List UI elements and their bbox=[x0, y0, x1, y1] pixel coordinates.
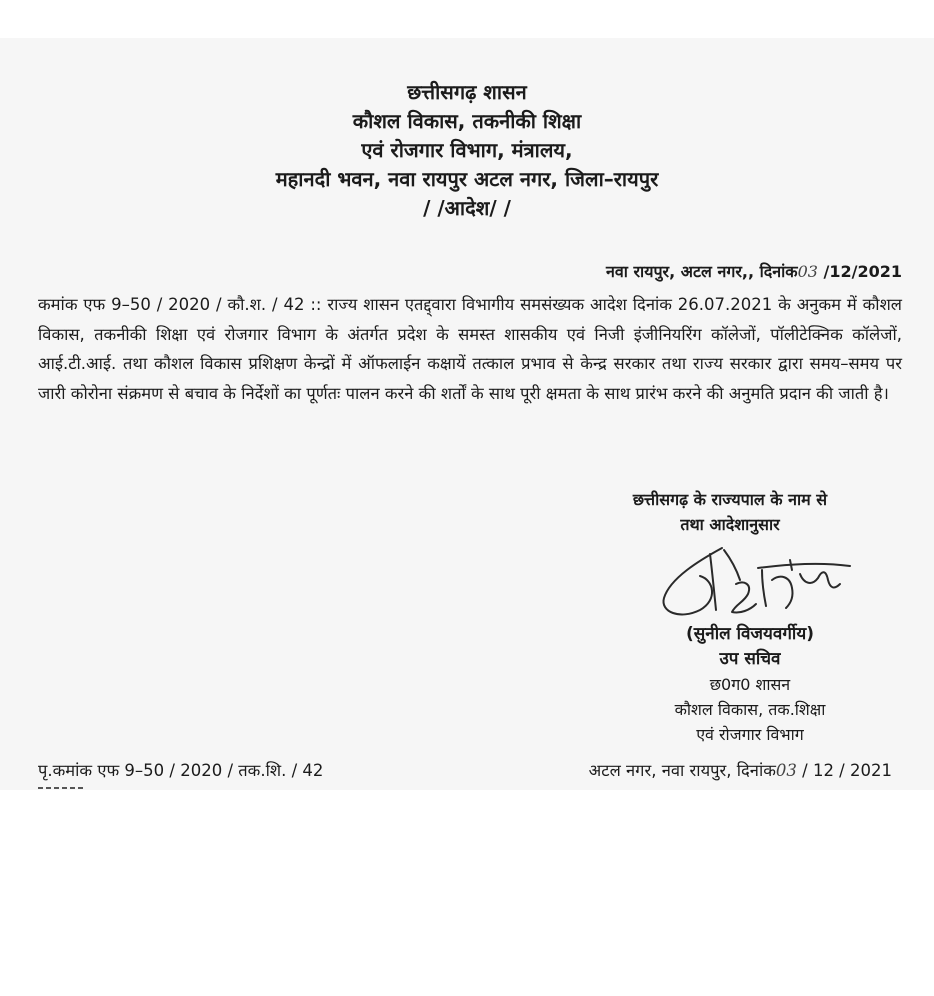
order-body: कमांक एफ 9–50 / 2020 / कौ.श. / 42 :: राज्य शासन एतद्द्वारा विभागीय समसंख्यक आदेश दिनांक 26.07.2021 के अनुकम में कौशल विकास, तकनीकी शिक्षा एवं रोजगार विभाग के अंतर्गत प्रदेश के समस्त शासकीय एवं निजी इंजीनियरिंग कॉलेजों, पॉलीटेक्निक कॉलेजों, आई.टी.आई. तथा कौशल विकास प्रशिक्षण केन्द्रों में ऑफलाईन कक्षायें तत्काल प्रभाव से केन्द्र सरकार तथा राज्य सरकार द्वारा समय–समय पर जारी कोरोना संक्रमण से बचाव के निर्देशों का पूर्णतः पालन करने की शर्तों के साथ पूरी क्षमता के साथ प्रारंभ करने की अनुमति प्रदान की जाती है। bbox=[38, 295, 902, 403]
dateline-month: 12 bbox=[829, 262, 852, 281]
endorsement-year: 2021 bbox=[850, 761, 892, 780]
government-name: छत्तीसगढ़ शासन bbox=[407, 80, 527, 104]
cropped-text-remnant bbox=[38, 784, 84, 790]
endorsement-reference: पृ.कमांक एफ 9–50 / 2020 / तक.शि. / 42 bbox=[38, 761, 324, 780]
endorsement-month: / 12 / bbox=[802, 761, 845, 780]
endorsement-place: अटल नगर, नवा रायपुर, दिनांक bbox=[588, 761, 776, 780]
signatory-name: (सुनील विजयवर्गीय) bbox=[686, 624, 814, 644]
signatory-designation: उप सचिव bbox=[719, 649, 781, 669]
signatory-dept-2: कौशल विकास, तक.शिक्षा bbox=[674, 700, 826, 719]
dateline-separator: / bbox=[823, 262, 830, 281]
order-title: / /आदेश/ / bbox=[423, 196, 511, 220]
order-dateline bbox=[606, 260, 902, 282]
signoff-line-1: छत्तीसगढ़ के राज्यपाल के नाम से bbox=[632, 490, 828, 509]
letterhead bbox=[0, 78, 934, 223]
signoff-line-2: तथा आदेशानुसार bbox=[680, 515, 780, 534]
signatory-dept-1: छ0ग0 शासन bbox=[709, 675, 791, 694]
signatory-block bbox=[600, 622, 900, 747]
handwritten-signature bbox=[640, 540, 860, 630]
endorsement-day: 03 bbox=[775, 761, 797, 780]
department-name: कौशल विकास, तकनीकी शिक्षा bbox=[352, 109, 582, 133]
dateline-day: 03 bbox=[797, 262, 818, 281]
signatory-dept-3: एवं रोजगार विभाग bbox=[696, 725, 804, 744]
dateline-prefix: नवा रायपुर, अटल नगर,, दिनांक bbox=[606, 262, 798, 281]
signoff-block bbox=[560, 487, 900, 537]
department-name-cont: एवं रोजगार विभाग, मंत्रालय, bbox=[361, 138, 573, 162]
dateline-year: /2021 bbox=[851, 262, 902, 281]
endorsement-dateline bbox=[589, 758, 892, 781]
office-address: महानदी भवन, नवा रायपुर अटल नगर, जिला–रायपुर bbox=[275, 167, 659, 191]
